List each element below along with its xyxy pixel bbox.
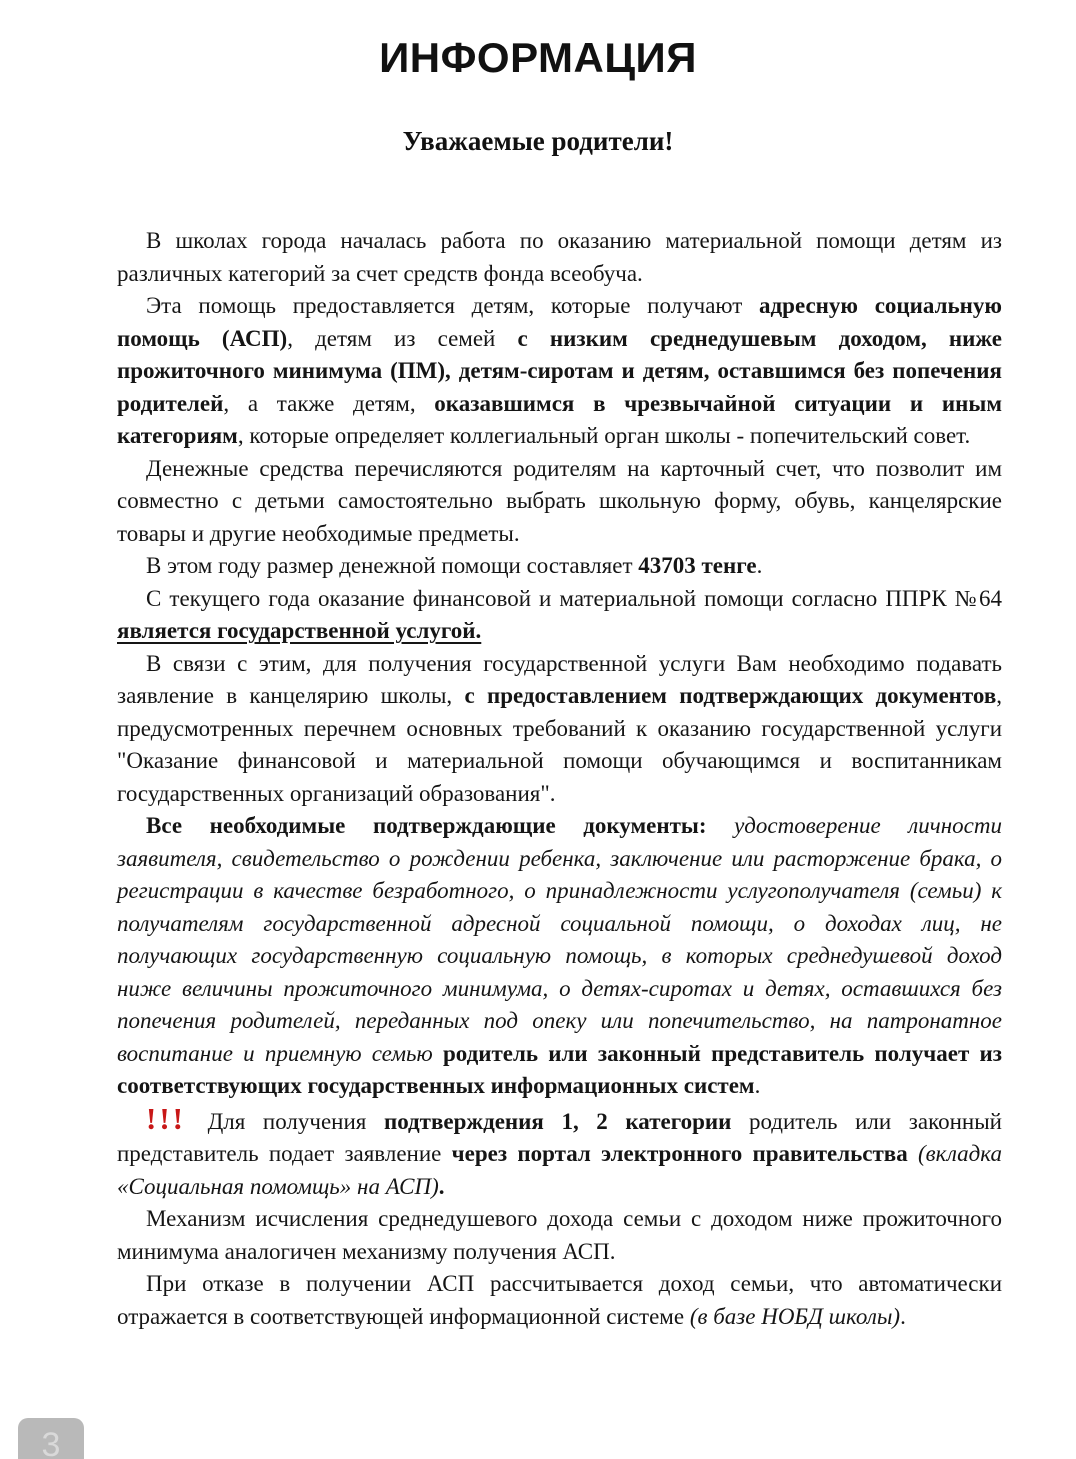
text-run: Денежные средства перечисляются родителям на карточный счет, что позволит им совместно с детьми самостоятельно выбрать школьную форму, обувь, канцелярские товары и другие необходимые предметы. <box>117 455 1002 546</box>
text-run: адресную социальную помощь (АСП) <box>117 293 1003 351</box>
text-run: . <box>438 1173 445 1199</box>
text-run: , а также детям, <box>223 390 435 416</box>
text-run: С текущего года оказание финансовой и материальной помощи согласно ППРК №64 <box>146 585 1002 611</box>
text-run: с низким среднедушевым доходом, ниже прожиточного минимума (ПМ), детям-сиротам и детям, оставшимся без попечения родителей <box>117 325 1002 416</box>
paragraph-categories <box>117 290 1002 453</box>
text-run: 43703 тенге <box>638 553 757 578</box>
text-run: родитель или законный представитель получает из соответствующих государственных информационных систем <box>117 1040 1003 1098</box>
text-run: В связи с этим, для получения государственной услуги Вам необходимо подавать заявление в канцелярию школы, <box>117 650 1002 708</box>
paragraph-asp-refusal <box>117 1268 1002 1333</box>
text-run: удостоверение личности заявителя, свидетельство о рождении ребенка, заключение или расторжение брака, о регистрации в качестве безработного, о принадлежности услугополучателя (семьи) к получателям государственной адресной социальной помощи, о доходах лиц, не получающих государственную социальную помощь, в которых среднедушевой доход ниже величины прожиточного минимума, о детях-сиротах и детях, оставшихся без попечения родителей, переданных под опеку или попечительство, на патронатное воспитание и приемную семью <box>117 813 1003 1066</box>
paragraph-amount <box>117 550 1002 583</box>
paragraph-intro <box>117 225 1002 290</box>
text-run: В школах города началась работа по оказанию материальной помощи детям из различных категорий за счет средств фонда всеобуча. <box>117 228 1002 286</box>
text-run: , которые определяет коллегиальный орган школы - попечительский совет. <box>237 423 971 448</box>
text-run: подтверждения 1, 2 категории <box>383 1108 732 1134</box>
document-body <box>117 225 1002 1333</box>
text-run: является государственной услугой. <box>117 618 482 643</box>
paragraph-income-mechanism <box>117 1203 1002 1268</box>
alert-exclamation-marks: !!! <box>146 1100 186 1136</box>
text-run: (в базе НОБД школы) <box>689 1303 901 1329</box>
paragraph-documents <box>117 810 1002 1103</box>
text-run: . <box>900 1303 906 1329</box>
text-run: . <box>754 1073 761 1098</box>
paragraph-state-service <box>117 583 1002 648</box>
text-run: Механизм исчисления среднедушевого дохода семьи с доходом ниже прожиточного минимума аналогичен механизму получения АСП. <box>117 1206 1002 1264</box>
text-run: оказавшимся в чрезвычайной ситуации и иным категориям <box>117 390 1002 448</box>
paragraph-funds-transfer <box>117 453 1002 551</box>
page-number-badge <box>18 1418 84 1459</box>
page-number: 3 <box>41 1425 61 1459</box>
paragraph-alert-portal <box>117 1100 1002 1204</box>
text-run: . <box>756 553 763 578</box>
text-run: , предусмотренных перечнем основных требований к оказанию государственной услуги "Оказание финансовой и материальной помощи обучающимся и воспитанникам государственных организаций образования". <box>117 683 1002 806</box>
text-run: с предоставлением подтверждающих документов <box>464 683 997 708</box>
text-run: , детям из семей <box>287 325 518 351</box>
text-run: (вкладка «Социальная помомщь» на АСП) <box>117 1141 1002 1199</box>
text-run: Для получения <box>189 1108 384 1134</box>
document-subtitle: Уважаемые родители! <box>402 126 674 156</box>
paragraph-application <box>117 648 1002 811</box>
text-run: При отказе в получении АСП рассчитывается доход семьи, что автоматически отражается в соответствующей информационной системе <box>117 1271 1002 1329</box>
text-run: Эта помощь предоставляется детям, которые получают <box>146 293 760 318</box>
document-title: ИНФОРМАЦИЯ <box>379 34 697 81</box>
text-run: Все необходимые подтверждающие документы: <box>146 813 735 838</box>
text-run: через портал электронного правительства <box>451 1141 918 1166</box>
text-run: В этом году размер денежной помощи составляет <box>146 553 639 578</box>
text-run: родитель или законный представитель подает заявление <box>117 1108 1002 1166</box>
